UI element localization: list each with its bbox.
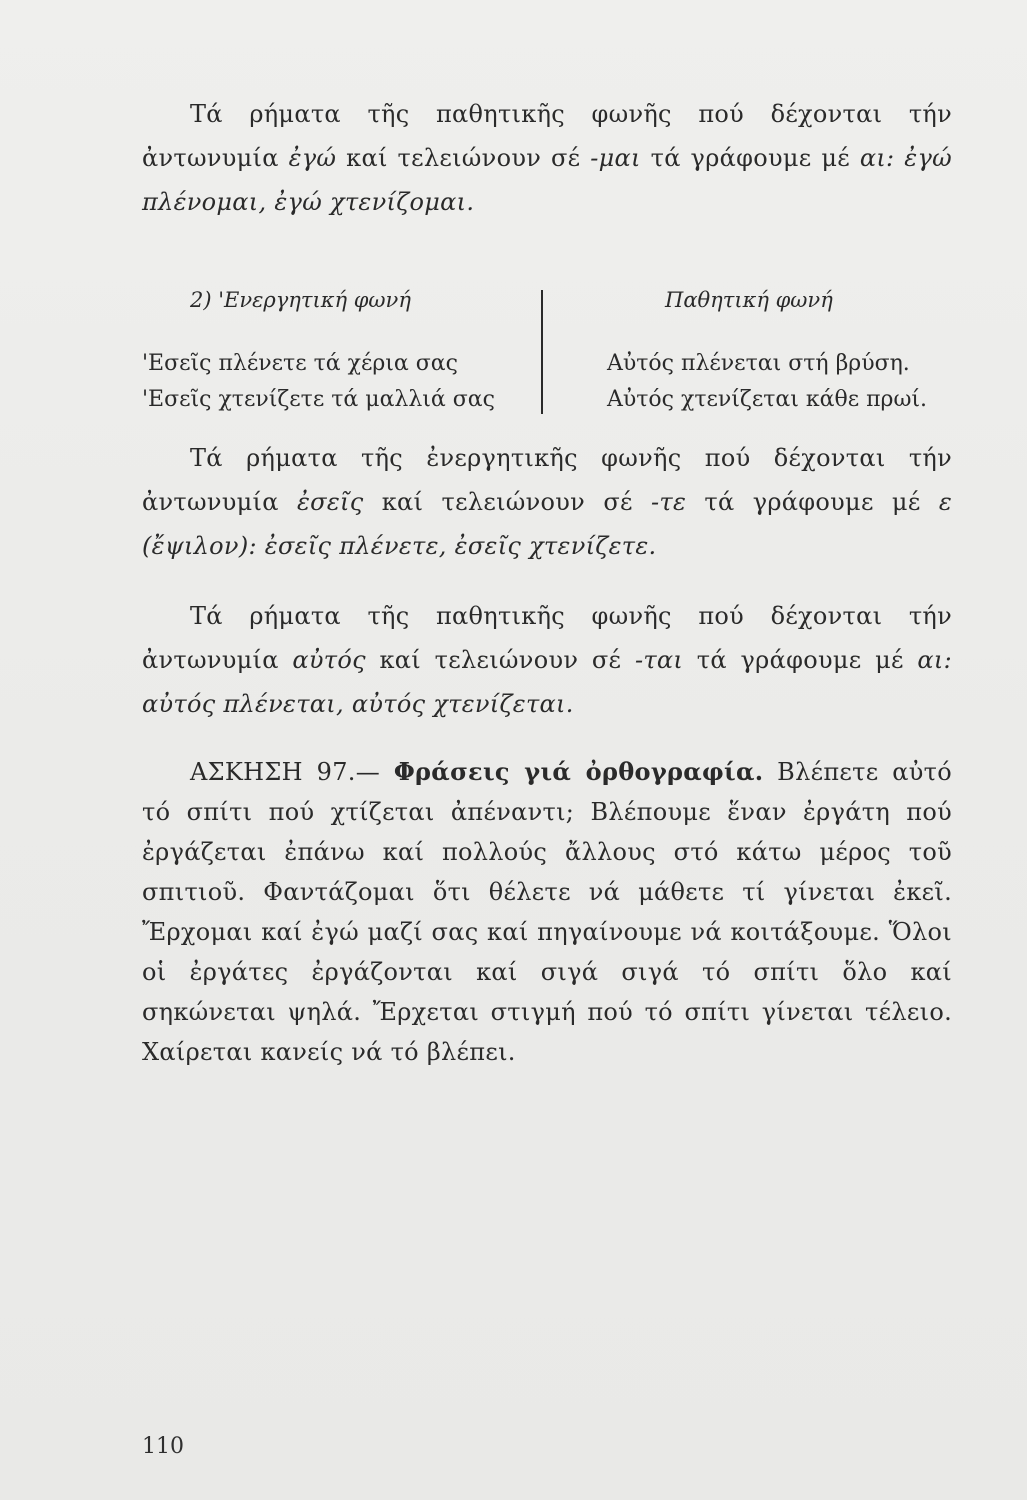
table-row: 'Εσεῖς πλένετε τά χέρια σας [142,351,458,376]
table-row: Αὐτός χτενίζεται κάθε πρωί. [607,387,928,412]
rule-paragraph-passive-ego [142,92,952,224]
italic-text: αὐτός [292,646,366,674]
italic-suffix: -μαι [590,144,641,172]
text-run: τά γράφουμε μέ [683,646,918,674]
italic-suffix: -τε [650,488,687,516]
italic-examples: ε (ἔψιλον): ἐσεῖς πλένετε, ἐσεῖς χτενίζετε. [142,488,952,560]
exercise-97 [142,752,952,1072]
italic-text: ἐγώ [288,144,337,172]
text-run: καί τελειώνουν σέ [363,488,651,516]
exercise-body: Βλέπετε αὐτό τό σπίτι πού χτίζεται ἀπέναντι; Βλέπουμε ἕναν ἐργάτη πού ἐργάζεται ἐπάνω καί πολλούς ἄλλους στό κάτω μέρος τοῦ σπιτιοῦ. Φαντάζομαι ὅτι θέλετε νά μάθετε τί γίνεται ἐκεῖ. Ἔρχομαι καί ἐγώ μαζί σας καί πηγαίνουμε νά κοιτάξουμε. Ὅλοι οἱ ἐργάτες ἐργάζονται καί σιγά σιγά τό σπίτι ὅλο καί σηκώνεται ψηλά. Ἔρχεται στιγμή πού τό σπίτι γίνεται τέλειο. Χαίρεται κανείς νά τό βλέπει. [142,758,952,1066]
rule-paragraph-active-eseis [142,436,952,568]
conjugation-table [142,282,952,422]
text-run: Τά ρήματα τῆς ἐνεργητικῆς φωνῆς πού δέχονται τήν ἀντωνυμία [142,444,952,516]
exercise-label: ΑΣΚΗΣΗ 97.— [190,758,394,786]
table-row: Αὐτός πλένεται στή βρύση. [607,351,910,376]
table-row: 'Εσεῖς χτενίζετε τά μαλλιά σας [142,387,495,412]
column-divider [541,290,543,414]
exercise-title: Φράσεις γιά ὀρθογραφία. [393,757,764,786]
passive-voice-column [607,282,952,418]
spacer [607,318,952,346]
text-run: καί τελειώνουν σέ [365,646,635,674]
page-number: 110 [142,1434,184,1459]
active-voice-header: 2) 'Ενεργητική φωνή [190,288,411,312]
italic-text: ἐσεῖς [297,488,364,516]
text-run: τά γράφουμε μέ [686,488,939,516]
italic-suffix: -ται [634,646,684,674]
italic-examples: αι: ἐγώ πλένομαι, ἐγώ χτενίζομαι. [142,144,952,216]
rule-paragraph-passive-autos [142,594,952,726]
text-run: τά γράφουμε μέ [640,144,860,172]
text-run: Τά ρήματα τῆς παθητικῆς φωνῆς πού δέχονται τήν ἀντωνυμία [142,100,952,172]
text-run: καί τελειώνουν σέ [336,144,591,172]
text-run: Τά ρήματα τῆς παθητικῆς φωνῆς πού δέχονται τήν ἀντωνυμία [142,602,952,674]
italic-examples: αι: αὐτός πλένεται, αὐτός χτενίζεται. [142,646,952,718]
active-voice-column [142,282,542,418]
spacer [142,318,542,346]
passive-voice-header: Παθητική φωνή [665,288,833,312]
